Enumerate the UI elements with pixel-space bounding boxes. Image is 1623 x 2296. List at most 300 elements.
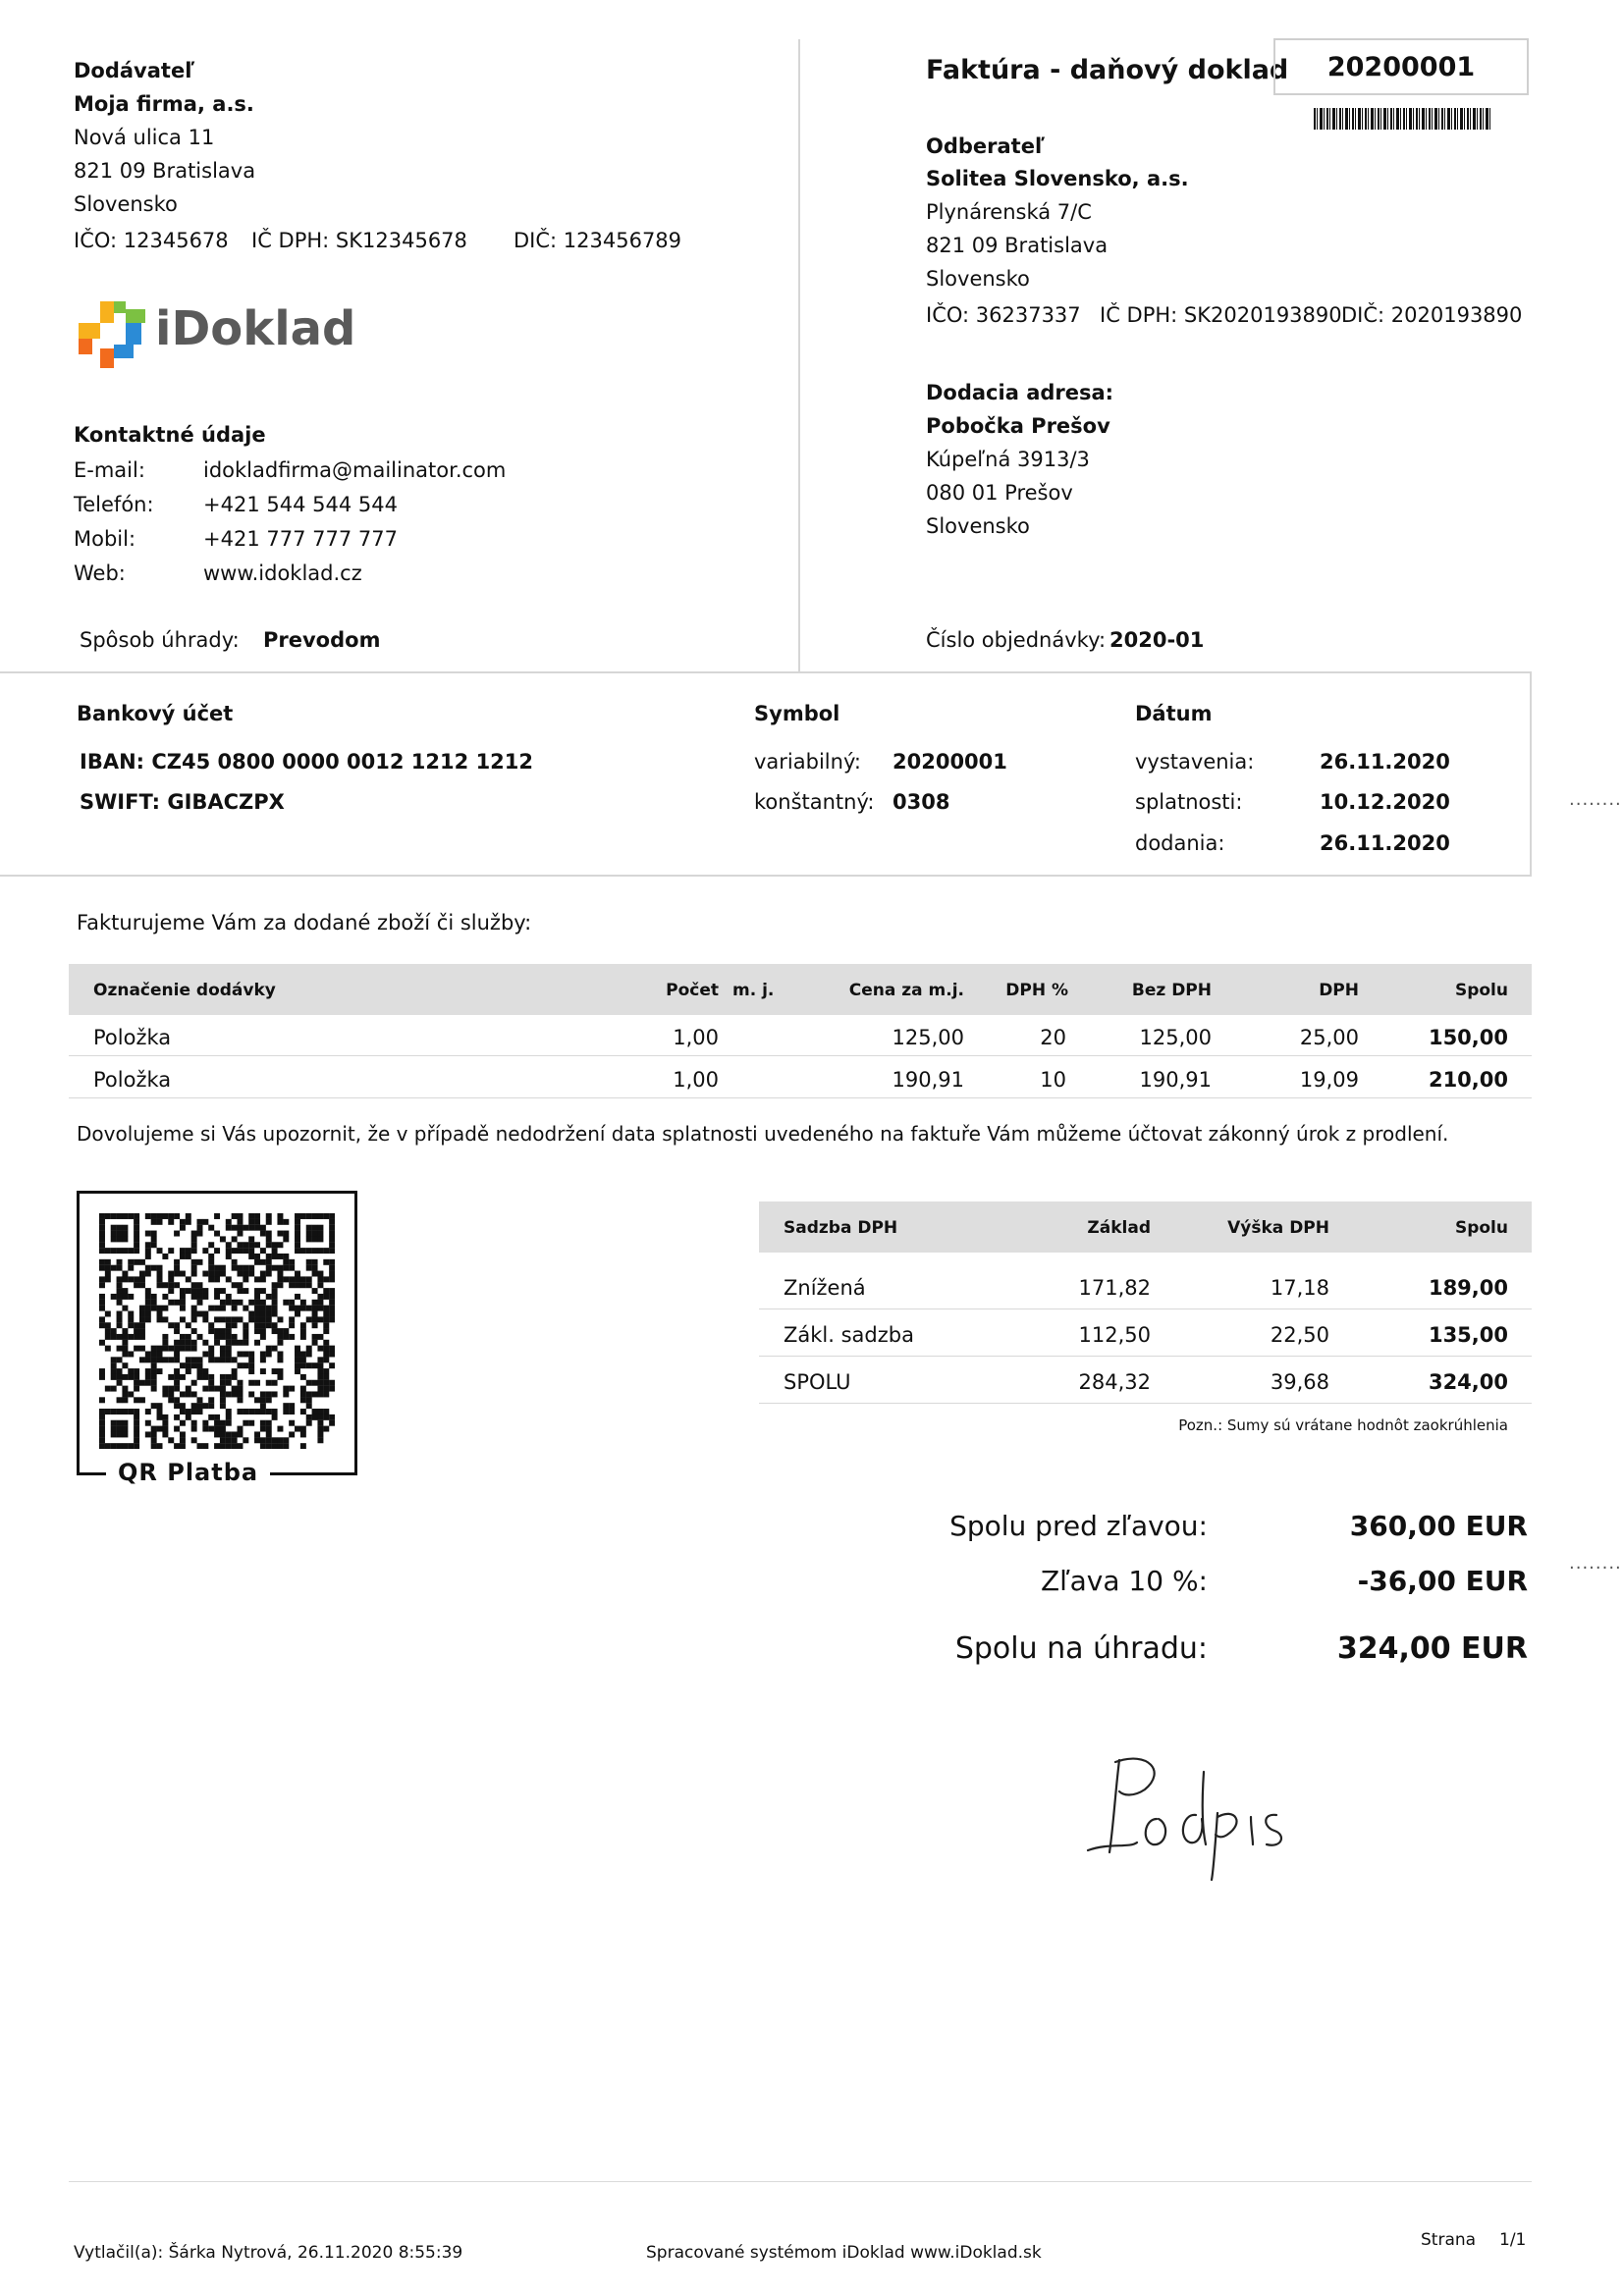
footer-page-label: Strana [1421, 2230, 1477, 2250]
qr-module [99, 1409, 105, 1415]
vat-total: 189,00 [1428, 1276, 1508, 1300]
qr-module [157, 1306, 163, 1311]
items-col-vat: DPH [1319, 981, 1359, 1000]
qr-module [295, 1271, 300, 1277]
qr-module [134, 1431, 139, 1437]
symbol-const: 0308 [893, 790, 950, 814]
qr-module [220, 1265, 226, 1271]
qr-module [151, 1346, 157, 1352]
qr-module [323, 1391, 329, 1397]
date-issued-label: vystavenia: [1135, 750, 1255, 774]
item-price: 125,00 [892, 1026, 964, 1049]
dates-heading: Dátum [1135, 702, 1213, 725]
supplier-heading: Dodávateľ [74, 59, 195, 82]
customer-city: 821 09 Bratislava [926, 234, 1109, 257]
qr-module [162, 1334, 168, 1340]
qr-module [260, 1426, 266, 1432]
qr-module [329, 1311, 335, 1317]
qr-module [117, 1213, 123, 1219]
qr-module [151, 1294, 157, 1300]
item-total: 210,00 [1428, 1068, 1508, 1092]
qr-module [266, 1316, 272, 1322]
qr-module [300, 1386, 306, 1392]
qr-module [243, 1328, 248, 1334]
qr-module [122, 1374, 128, 1380]
total-before-discount-label: Spolu pred zľavou: [949, 1510, 1208, 1542]
qr-module [232, 1306, 238, 1311]
qr-module [191, 1236, 197, 1242]
qr-module [139, 1397, 145, 1403]
qr-module [174, 1397, 180, 1403]
qr-module [214, 1420, 220, 1426]
qr-module [117, 1294, 123, 1300]
vat-base: 284,32 [1078, 1370, 1151, 1394]
contact-phone: +421 544 544 544 [203, 493, 398, 516]
qr-module [168, 1282, 174, 1288]
qr-module [323, 1322, 329, 1328]
qr-module [202, 1443, 208, 1449]
qr-module [220, 1374, 226, 1380]
qr-module [306, 1259, 312, 1265]
qr-module [208, 1306, 214, 1311]
qr-module [180, 1431, 186, 1437]
qr-module [99, 1248, 105, 1254]
qr-module [145, 1271, 151, 1277]
qr-module [99, 1340, 105, 1346]
qr-module [226, 1431, 232, 1437]
qr-module [128, 1265, 134, 1271]
qr-module [329, 1346, 335, 1352]
idoklad-logo-icon [77, 299, 147, 370]
qr-module [295, 1306, 300, 1311]
qr-module [174, 1346, 180, 1352]
idoklad-logo [77, 299, 371, 370]
qr-module [128, 1311, 134, 1317]
qr-module [139, 1380, 145, 1386]
qr-module [254, 1328, 260, 1334]
qr-module [260, 1231, 266, 1237]
qr-module [248, 1420, 254, 1426]
qr-module [151, 1236, 157, 1242]
qr-module [312, 1380, 318, 1386]
qr-module [283, 1386, 289, 1392]
qr-module [174, 1386, 180, 1392]
qr-module [214, 1288, 220, 1294]
qr-module [157, 1248, 163, 1254]
qr-module [226, 1334, 232, 1340]
qr-module [191, 1328, 197, 1334]
qr-module [122, 1351, 128, 1357]
qr-module [260, 1391, 266, 1397]
qr-module [117, 1368, 123, 1374]
qr-module [300, 1334, 306, 1340]
qr-module [105, 1334, 111, 1340]
qr-module [300, 1213, 306, 1219]
customer-icdph: IČ DPH: SK2020193890 [1100, 303, 1342, 327]
qr-module [99, 1426, 105, 1432]
qr-module [323, 1357, 329, 1362]
qr-module [323, 1294, 329, 1300]
qr-module [111, 1368, 117, 1374]
qr-module [272, 1380, 278, 1386]
qr-module [105, 1311, 111, 1317]
qr-module [128, 1443, 134, 1449]
qr-module [300, 1391, 306, 1397]
vat-amount: 17,18 [1270, 1276, 1329, 1300]
qr-module [134, 1397, 139, 1403]
qr-module [295, 1368, 300, 1374]
items-col-price: Cena za m.j. [848, 981, 964, 1000]
qr-module [289, 1334, 295, 1340]
qr-module [317, 1300, 323, 1306]
qr-module [266, 1351, 272, 1357]
qr-module [168, 1213, 174, 1219]
qr-module [300, 1322, 306, 1328]
contact-mobile: +421 777 777 777 [203, 527, 398, 551]
qr-module [248, 1311, 254, 1317]
qr-module [232, 1437, 238, 1443]
qr-module [122, 1236, 128, 1242]
qr-module [300, 1306, 306, 1311]
qr-module [329, 1265, 335, 1271]
symbol-var: 20200001 [893, 750, 1007, 774]
qr-module [99, 1282, 105, 1288]
total-due-label: Spolu na úhradu: [954, 1631, 1208, 1666]
qr-module [99, 1276, 105, 1282]
qr-module [117, 1426, 123, 1432]
qr-module [128, 1322, 134, 1328]
qr-module [117, 1225, 123, 1231]
qr-module [191, 1271, 197, 1277]
qr-module [145, 1351, 151, 1357]
qr-module [312, 1340, 318, 1346]
qr-module [317, 1213, 323, 1219]
qr-module [289, 1316, 295, 1322]
qr-module [214, 1316, 220, 1322]
qr-module [323, 1386, 329, 1392]
discount-label: Zľava 10 %: [1040, 1565, 1208, 1597]
qr-module [186, 1368, 191, 1374]
contact-email[interactable]: idokladfirma@mailinator.com [203, 458, 507, 482]
qr-module [168, 1386, 174, 1392]
qr-module [260, 1225, 266, 1231]
qr-module [191, 1409, 197, 1415]
qr-module [145, 1248, 151, 1254]
qr-module [197, 1357, 203, 1362]
qr-module [122, 1420, 128, 1426]
qr-module [300, 1362, 306, 1368]
qr-module [260, 1368, 266, 1374]
qr-module [266, 1409, 272, 1415]
qr-module [157, 1426, 163, 1432]
qr-module [317, 1334, 323, 1340]
qr-module [202, 1316, 208, 1322]
qr-module [277, 1265, 283, 1271]
qr-module [237, 1409, 243, 1415]
qr-module [272, 1368, 278, 1374]
qr-module [145, 1265, 151, 1271]
supplier-dic: DIČ: 123456789 [514, 229, 682, 252]
order-number: 2020-01 [1109, 628, 1205, 652]
date-delivered-label: dodania: [1135, 831, 1225, 855]
qr-module [174, 1403, 180, 1409]
qr-module [151, 1403, 157, 1409]
qr-module [283, 1334, 289, 1340]
delivery-street: Kúpeľná 3913/3 [926, 448, 1090, 471]
qr-module [323, 1328, 329, 1334]
qr-module [191, 1231, 197, 1237]
qr-module [295, 1351, 300, 1357]
qr-module [317, 1271, 323, 1277]
qr-module [237, 1426, 243, 1432]
qr-module [237, 1300, 243, 1306]
qr-module [295, 1225, 300, 1231]
qr-module [99, 1322, 105, 1328]
supplier-country: Slovensko [74, 192, 178, 216]
qr-module [105, 1213, 111, 1219]
vat-rounding-note: Pozn.: Sumy sú vrátane hodnôt zaokrúhlenia [1178, 1416, 1508, 1434]
symbol-var-label: variabilný: [754, 750, 861, 774]
items-col-net: Bez DPH [1131, 981, 1212, 1000]
qr-module [295, 1231, 300, 1237]
qr-module [145, 1288, 151, 1294]
qr-module [214, 1357, 220, 1362]
qr-module [329, 1225, 335, 1231]
qr-module [300, 1397, 306, 1403]
qr-module [260, 1306, 266, 1311]
qr-module [272, 1242, 278, 1248]
qr-module [105, 1409, 111, 1415]
qr-module [214, 1213, 220, 1219]
qr-module [162, 1391, 168, 1397]
qr-module [323, 1380, 329, 1386]
qr-module [180, 1437, 186, 1443]
qr-module [317, 1357, 323, 1362]
qr-module [254, 1380, 260, 1386]
qr-module [289, 1386, 295, 1392]
qr-module [323, 1213, 329, 1219]
qr-module [208, 1259, 214, 1265]
qr-module [226, 1322, 232, 1328]
qr-module [208, 1328, 214, 1334]
qr-module [323, 1374, 329, 1380]
qr-module [168, 1437, 174, 1443]
qr-module [329, 1300, 335, 1306]
qr-module [306, 1316, 312, 1322]
qr-module [272, 1282, 278, 1288]
qr-module [180, 1420, 186, 1426]
qr-module [117, 1288, 123, 1294]
qr-module [162, 1340, 168, 1346]
qr-module [111, 1213, 117, 1219]
qr-module [99, 1443, 105, 1449]
qr-module [168, 1322, 174, 1328]
qr-module [312, 1231, 318, 1237]
qr-module [202, 1288, 208, 1294]
qr-module [232, 1357, 238, 1362]
customer-dic: DIČ: 2020193890 [1341, 303, 1523, 327]
qr-module [317, 1415, 323, 1420]
qr-module [248, 1242, 254, 1248]
qr-module [329, 1420, 335, 1426]
qr-module [312, 1288, 318, 1294]
qr-module [226, 1420, 232, 1426]
qr-module [254, 1316, 260, 1322]
items-col-unit: m. j. [732, 981, 775, 1000]
qr-module [117, 1431, 123, 1437]
qr-module [191, 1294, 197, 1300]
supplier-name: Moja firma, a.s. [74, 92, 254, 116]
qr-module [157, 1403, 163, 1409]
qr-module [237, 1362, 243, 1368]
qr-module [254, 1213, 260, 1219]
qr-module [157, 1346, 163, 1352]
qr-module [312, 1415, 318, 1420]
qr-module [232, 1374, 238, 1380]
qr-module [306, 1213, 312, 1219]
qr-module [145, 1242, 151, 1248]
qr-module [323, 1340, 329, 1346]
qr-module [174, 1259, 180, 1265]
qr-module [174, 1282, 180, 1288]
qr-module [191, 1265, 197, 1271]
qr-module [117, 1259, 123, 1265]
qr-module [202, 1426, 208, 1432]
qr-module [323, 1409, 329, 1415]
qr-module [134, 1225, 139, 1231]
qr-module [306, 1231, 312, 1237]
signature [1080, 1733, 1316, 1890]
qr-module [197, 1259, 203, 1265]
qr-module [266, 1265, 272, 1271]
qr-module [202, 1351, 208, 1357]
qr-module [317, 1386, 323, 1392]
qr-module [260, 1328, 266, 1334]
qr-module [248, 1351, 254, 1357]
item-vatpct: 20 [1040, 1026, 1066, 1049]
qr-module [323, 1276, 329, 1282]
qr-module [329, 1271, 335, 1277]
qr-module [191, 1288, 197, 1294]
qr-module [157, 1265, 163, 1271]
qr-module [174, 1415, 180, 1420]
qr-module [300, 1248, 306, 1254]
qr-module [220, 1420, 226, 1426]
qr-module [117, 1409, 123, 1415]
qr-module [186, 1409, 191, 1415]
qr-module [317, 1374, 323, 1380]
qr-module [117, 1311, 123, 1317]
qr-module [220, 1431, 226, 1437]
qr-module [260, 1357, 266, 1362]
qr-module [197, 1409, 203, 1415]
qr-module [186, 1340, 191, 1346]
qr-module [260, 1334, 266, 1340]
qr-module [122, 1362, 128, 1368]
qr-module [323, 1426, 329, 1432]
qr-module [180, 1409, 186, 1415]
qr-module [111, 1328, 117, 1334]
qr-module [272, 1254, 278, 1259]
qr-module [151, 1300, 157, 1306]
qr-module [317, 1294, 323, 1300]
qr-module [128, 1351, 134, 1357]
qr-module [226, 1437, 232, 1443]
qr-module [226, 1242, 232, 1248]
qr-module [202, 1219, 208, 1225]
qr-module [226, 1409, 232, 1415]
qr-module [283, 1391, 289, 1397]
qr-module [220, 1386, 226, 1392]
qr-module [306, 1346, 312, 1352]
date-issued: 26.11.2020 [1320, 750, 1450, 774]
total-before-discount: 360,00 EUR [1349, 1510, 1528, 1542]
qr-module [122, 1409, 128, 1415]
qr-module [295, 1282, 300, 1288]
qr-module [220, 1316, 226, 1322]
customer-heading: Odberateľ [926, 134, 1046, 158]
qr-module [99, 1236, 105, 1242]
barcode [1314, 108, 1492, 130]
qr-module [162, 1294, 168, 1300]
qr-module [277, 1443, 283, 1449]
qr-module [174, 1300, 180, 1306]
qr-module [306, 1403, 312, 1409]
qr-module [134, 1443, 139, 1449]
qr-module [139, 1271, 145, 1277]
qr-module [248, 1225, 254, 1231]
qr-module [306, 1248, 312, 1254]
qr-module [145, 1374, 151, 1380]
qr-module [117, 1265, 123, 1271]
qr-module [237, 1248, 243, 1254]
qr-module [329, 1219, 335, 1225]
qr-module [283, 1276, 289, 1282]
qr-module [117, 1316, 123, 1322]
qr-module [248, 1271, 254, 1277]
qr-module [99, 1225, 105, 1231]
qr-module [317, 1437, 323, 1443]
qr-module [111, 1231, 117, 1237]
qr-module [134, 1328, 139, 1334]
qr-module [306, 1420, 312, 1426]
customer-country: Slovensko [926, 267, 1030, 291]
qr-module [145, 1420, 151, 1426]
qr-module [272, 1346, 278, 1352]
qr-module [180, 1294, 186, 1300]
qr-module [243, 1420, 248, 1426]
qr-module [168, 1374, 174, 1380]
vat-rate: Zákl. sadzba [784, 1323, 914, 1347]
qr-module [289, 1409, 295, 1415]
qr-module [180, 1374, 186, 1380]
qr-module [243, 1306, 248, 1311]
qr-module [277, 1219, 283, 1225]
footer-system: Spracované systémom iDoklad www.iDoklad.sk [646, 2243, 1042, 2263]
qr-module [272, 1288, 278, 1294]
qr-module [226, 1380, 232, 1386]
qr-module [300, 1351, 306, 1357]
qr-module [232, 1368, 238, 1374]
qr-module [134, 1236, 139, 1242]
qr-module [208, 1403, 214, 1409]
contact-web[interactable]: www.idoklad.cz [203, 561, 362, 585]
vat-col-rate: Sadzba DPH [784, 1218, 898, 1238]
qr-module [289, 1431, 295, 1437]
qr-module [232, 1282, 238, 1288]
qr-module [232, 1300, 238, 1306]
qr-module [254, 1322, 260, 1328]
